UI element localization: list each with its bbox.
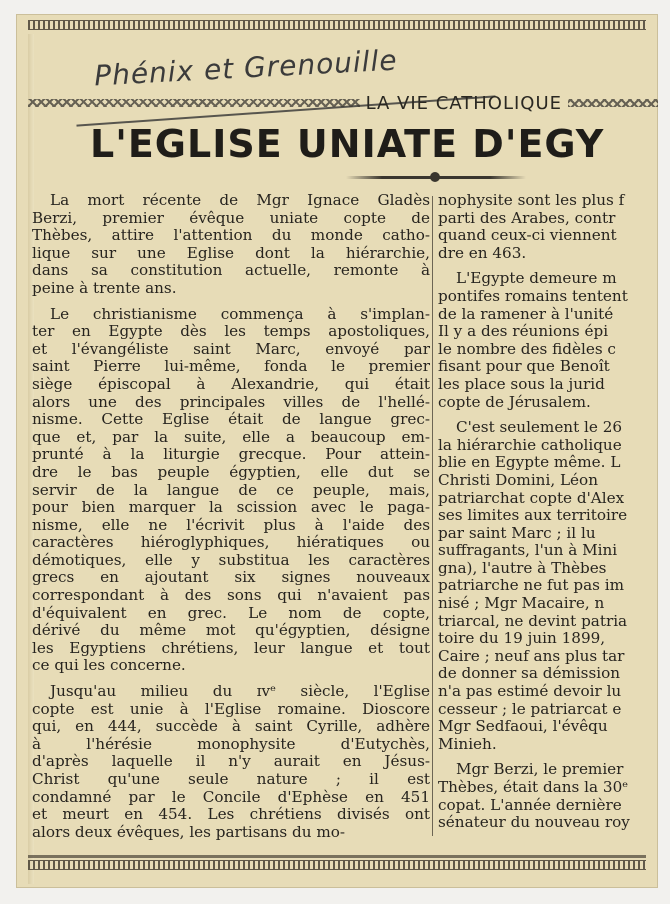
text-line: grecs en ajoutant six signes nouveaux <box>32 568 430 587</box>
text-line: C'est seulement le 26 <box>456 418 623 437</box>
text-line: saint Pierre lui-même, fonda le premier <box>32 357 430 376</box>
text-line: alors deux évêques, les partisans du mo- <box>32 822 346 841</box>
section-header <box>28 92 658 114</box>
text-line: Mgr Berzi, le premier <box>456 760 624 779</box>
text-line: dre le bas peuple égyptien, elle dut se <box>32 462 430 481</box>
text-line: copte est unie à l'Eglise romaine. Dioscore <box>32 699 430 718</box>
paragraph <box>32 192 430 298</box>
bottom-rule <box>28 855 646 858</box>
text-line: les Egyptiens chrétiens, leur langue et tout <box>32 638 430 657</box>
text-line: copte de Jérusalem. <box>438 392 591 411</box>
text-line: copat. L'année dernière <box>438 795 622 814</box>
text-line: siège épiscopal à Alexandrie, qui était <box>32 374 430 393</box>
text-line: nisme. Cette Eglise était de langue grec- <box>32 410 430 429</box>
text-line: cesseur ; le patriarcat e <box>438 699 622 718</box>
bottom-border <box>28 860 646 870</box>
text-line: pontifes romains tentent <box>438 286 628 305</box>
text-line: nisme, elle ne l'écrivit plus à l'aide des <box>32 515 430 534</box>
text-line: caractères hiéroglyphiques, hiératiques ou <box>32 533 430 552</box>
text-line: la hiérarchie catholique <box>438 435 622 454</box>
text-line: dans sa constitution actuelle, remonte à <box>32 261 430 280</box>
text-line: Il y a des réunions épi <box>438 322 609 341</box>
text-line: servir de la langue de ce peuple, mais, <box>32 480 430 499</box>
text-line: condamné par le Concile d'Ephèse en 451 <box>32 787 430 806</box>
text-line: nisé ; Mgr Macaire, n <box>438 594 605 613</box>
text-line: toire du 19 juin 1899, <box>438 629 606 648</box>
text-line: triarcal, ne devint patria <box>438 611 628 630</box>
text-line: alors une des principales villes de l'hellé- <box>32 392 430 411</box>
headline: L'EGLISE UNIATE D'EGY <box>90 122 605 166</box>
top-border <box>28 20 646 30</box>
paragraph <box>438 192 658 262</box>
text-line: Thèbes, était dans la 30ᵉ <box>438 778 629 796</box>
text-line: Caire ; neuf ans plus tar <box>438 646 625 665</box>
text-line: que et, par la suite, elle a beaucoup em- <box>32 427 430 446</box>
right-column <box>438 192 658 840</box>
text-line: n'a pas estimé devoir lu <box>438 682 622 701</box>
text-line: prunté à la liturgie grecque. Pour attein- <box>32 445 430 464</box>
text-line: patriarchat copte d'Alex <box>438 488 625 507</box>
text-line: gna), l'autre à Thèbes <box>438 558 607 577</box>
text-line: Jusqu'au milieu du ɪvᵉ siècle, l'Eglise <box>50 682 430 701</box>
text-line: par saint Marc ; il lu <box>438 523 596 542</box>
handwritten-note: Phénix et Grenouille <box>93 43 399 93</box>
text-line: de donner sa démission <box>438 664 621 683</box>
paragraph <box>438 761 658 831</box>
text-line: Minieh. <box>438 734 497 753</box>
text-line: et l'évangéliste saint Marc, envoyé par <box>32 339 430 358</box>
text-line: dérivé du même mot qu'égyptien, désigne <box>32 621 430 640</box>
text-line: pour bien marquer la scission avec le paga- <box>32 498 430 517</box>
paragraph <box>32 683 430 841</box>
text-line: dre en 463. <box>438 243 527 262</box>
text-line: Christ qu'une seule nature ; il est <box>32 770 430 788</box>
text-line: quand ceux-ci viennent <box>438 226 617 245</box>
text-line: Mgr Sedfaoui, l'évêqu <box>438 717 608 736</box>
text-line: sénateur du nouveau roy <box>438 813 630 832</box>
left-column <box>32 192 430 849</box>
text-line: suffragants, l'un à Mini <box>438 541 618 560</box>
text-line: le nombre des fidèles c <box>438 339 616 358</box>
text-line: L'Egypte demeure m <box>456 269 617 288</box>
newspaper-clipping <box>16 14 658 888</box>
text-line: patriarche ne fut pas im <box>438 576 625 595</box>
headline-ornament <box>430 172 440 182</box>
text-line: peine à trente ans. <box>32 278 177 297</box>
section-label: LA VIE CATHOLIQUE <box>365 92 562 114</box>
text-line: et meurt en 454. Les chrétiens divisés ont <box>32 805 430 824</box>
text-line: Christi Domini, Léon <box>438 470 598 489</box>
text-line: Berzi, premier évêque uniate copte de <box>32 208 430 227</box>
text-line: d'équivalent en grec. Le nom de copte, <box>32 603 430 622</box>
text-line: ses limites aux territoire <box>438 506 628 525</box>
text-line: d'après laquelle il n'y aurait en Jésus- <box>32 752 430 771</box>
text-line: Thèbes, attire l'attention du monde catho- <box>32 226 430 245</box>
text-line: La mort récente de Mgr Ignace Gladès <box>50 191 430 209</box>
text-line: qui, en 444, succède à saint Cyrille, adhère <box>32 717 430 736</box>
text-line: nophysite sont les plus f <box>438 192 625 209</box>
text-line: parti des Arabes, contr <box>438 208 616 227</box>
column-divider <box>432 196 433 836</box>
paragraph <box>438 270 658 411</box>
text-line: de la ramener à l'unité <box>438 304 614 323</box>
text-line: lique sur une Eglise dont la hiérarchie, <box>32 243 430 262</box>
text-line: à l'hérésie monophysite d'Eutychès, <box>32 734 430 753</box>
paragraph <box>32 306 430 675</box>
ornament-left <box>28 99 360 107</box>
text-line: les place sous la jurid <box>438 374 605 393</box>
text-line: correspondant à des sons qui n'avaient pas <box>32 586 430 605</box>
text-line: ce qui les concerne. <box>32 656 186 675</box>
text-line: fisant pour que Benoît <box>438 357 610 376</box>
text-line: démotiques, elle y substitua les caractères <box>32 550 430 569</box>
ornament-right <box>568 99 658 107</box>
paragraph <box>438 419 658 753</box>
text-line: Le christianisme commença à s'implan- <box>50 304 430 323</box>
text-line: blie en Egypte même. L <box>438 453 621 472</box>
text-line: ter en Egypte dès les temps apostoliques, <box>32 322 430 341</box>
